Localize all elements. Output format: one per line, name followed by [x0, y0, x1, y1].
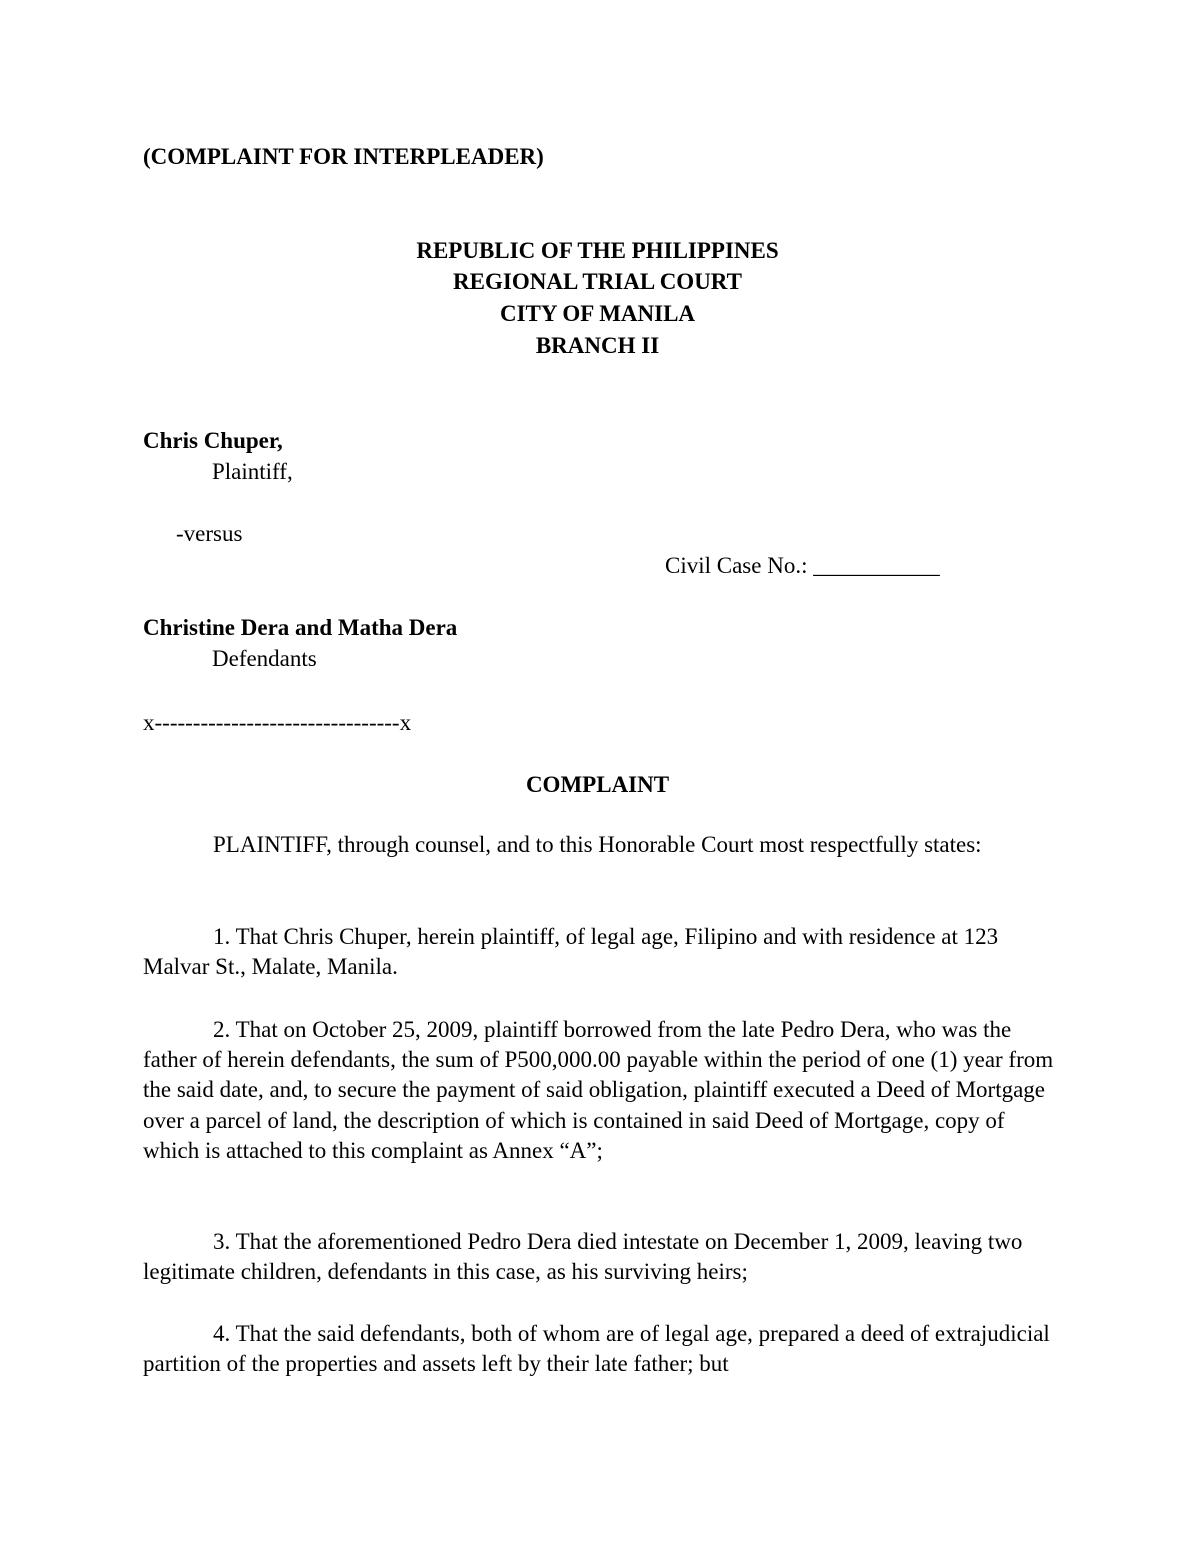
plaintiff-name: Chris Chuper,: [143, 428, 283, 453]
civil-case-number: Civil Case No.: ___________: [665, 553, 940, 578]
allegation-paragraph-1: 1. That Chris Chuper, herein plaintiff, of legal age, Filipino and with residence at 123 Malvar St., Malate, Manila.: [143, 924, 999, 980]
caption-separator: x--------------------------------x: [143, 710, 412, 735]
court-header-republic: REPUBLIC OF THE PHILIPPINES: [416, 238, 779, 263]
allegation-paragraph-3: 3. That the aforementioned Pedro Dera died intestate on December 1, 2009, leaving two legitimate children, defendants in this case, as his surviving heirs;: [143, 1229, 1023, 1285]
court-header-city: CITY OF MANILA: [499, 301, 696, 326]
defendants-names: Christine Dera and Matha Dera: [143, 615, 458, 640]
complaint-title: COMPLAINT: [525, 772, 670, 797]
plaintiff-role: Plaintiff,: [212, 459, 293, 484]
defendants-role: Defendants: [212, 646, 317, 671]
versus-label: -versus: [176, 521, 243, 546]
allegation-paragraph-4: 4. That the said defendants, both of whom are of legal age, prepared a deed of extrajudicial partition of the properties and assets left by their late father; but: [143, 1321, 1050, 1377]
document-caption: (COMPLAINT FOR INTERPLEADER): [143, 144, 544, 169]
court-header-branch: BRANCH II: [535, 333, 660, 358]
court-header-court: REGIONAL TRIAL COURT: [453, 269, 742, 294]
allegation-paragraph-2: 2. That on October 25, 2009, plaintiff borrowed from the late Pedro Dera, who was the father of herein defendants, the sum of P500,000.00 payable within the period of one (1) year from the said date, and, to secure the payment of said obligation, plaintiff executed a Deed of Mortgage over a parcel of land, the description of which is contained in said Deed of Mortgage, copy of which is attached to this complaint as Annex “A”;: [143, 1017, 1054, 1163]
complaint-intro: PLAINTIFF, through counsel, and to this Honorable Court most respectfully states:: [213, 832, 982, 857]
